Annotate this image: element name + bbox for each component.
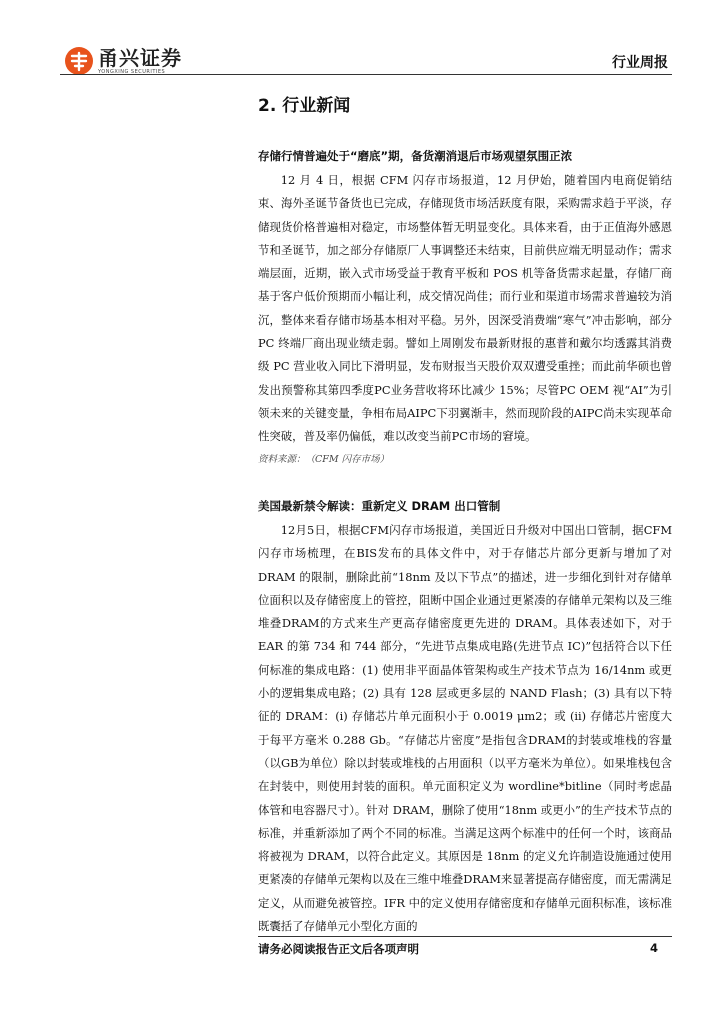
news-item-storage-market <box>258 148 672 465</box>
report-type: 行业周报 <box>612 55 668 71</box>
disclaimer-note: 请务必阅读报告正文后各项声明 <box>258 942 419 956</box>
section-title: 2. 行业新闻 <box>258 96 351 116</box>
header-divider <box>60 74 672 75</box>
brand-logo <box>64 46 182 76</box>
page-number: 4 <box>649 941 658 955</box>
brand-wordmark <box>98 45 182 75</box>
footer-divider <box>258 936 672 937</box>
brand-name-en: YONGXING SECURITIES <box>98 68 166 75</box>
yongxing-logo-icon <box>64 46 94 76</box>
news-title: 存储行情普遍处于“磨底”期，备货潮消退后市场观望氛围正浓 <box>258 149 573 163</box>
news-body: 12 月 4 日，根据 CFM 闪存市场报道，12 月伊始，随着国内电商促销结束、海外圣诞节备货也已完成，存储现货市场活跃度有限，采购需求趋于平淡，存储现货价格普遍相对稳定，市场整体暂无明显变化。具体来看，由于正值海外感恩节和圣诞节，加之部分存储原厂人事调整还未结束，目前供应端无明显动作；需求端层面，近期，嵌入式市场受益于教育平板和 POS 机等备货需求起量，存储厂商基于客户低价预期而小幅让利，成交情况尚佳；而行业和渠道市场需求普遍较为消沉，整体来看存储市场基本相对平稳。另外，因深受消费端“寒气”冲击影响，部分 PC 终端厂商出现业绩走弱。譬如上周刚发布最新财报的惠普和戴尔均透露其消费级 PC 营业收入同比下滑明显，发布财报当天股价双双遭受重挫；而此前华硕也曾发出预警称其第四季度PC业务营收将环比减少 15%；尽管PC OEM 视“AI”为引领未来的关键变量，争相布局AIPC下羽翼渐丰，然而现阶段的AIPC尚未实现革命性突破，普及率仍偏低，难以改变当前PC市场的窘境。 <box>258 173 672 444</box>
news-title: 美国最新禁令解读：重新定义 DRAM 出口管制 <box>258 499 501 513</box>
brand-name-cn: 甬兴证券 <box>98 45 182 70</box>
page-header <box>0 0 724 80</box>
news-item-us-export-control <box>258 498 672 938</box>
news-body: 12月5日，根据CFM闪存市场报道，美国近日升级对中国出口管制，据CFM闪存市场梳理，在BIS发布的具体文件中，对于存储芯片部分更新与增加了对 DRAM 的限制，删除此前“18nm 及以下节点”的描述，进一步细化到针对存储单位面积以及存储密度上的管控，阻断中国企业通过更紧凑的存储单元架构以及三维堆叠DRAM的方式来生产更高存储密度更先进的 DRAM。具体表述如下，对于 EAR 的第 734 和 744 部分，“先进节点集成电路(先进节点 IC)”包括符合以下任何标准的集成电路：(1) 使用非平面晶体管架构或生产技术节点为 16/14nm 或更小的逻辑集成电路；(2) 具有 128 层或更多层的 NAND Flash；(3) 具有以下特征的 DRAM：(i) 存储芯片单元面积小于 0.0019 μm2；或 (ii) 存储芯片密度大于每平方毫米 0.288 Gb。“存储芯片密度”是指包含DRAM的封装或堆栈的容量（以GB为单位）除以封装或堆栈的占用面积（以平方毫米为单位）。如果堆栈包含在封装中，则使用封装的面积。单元面积定义为 wordline*bitline（同时考虑晶体管和电容器尺寸）。针对 DRAM，删除了使用“18nm 或更小”的生产技术节点的标准，并重新添加了两个不同的标准。当满足这两个标准中的任何一个时，该商品将被视为 DRAM，以符合此定义。其原因是 18nm 的定义允许制造设施通过使用更紧凑的存储单元架构以及在三维中堆叠DRAM来显著提高存储密度，而无需满足定义，从而避免被管控。IFR 中的定义使用存储密度和存储单元面积标准，该标准既囊括了存储单元小型化方面的 <box>258 523 672 934</box>
news-source: 资料来源：（CFM 闪存市场） <box>258 453 390 465</box>
